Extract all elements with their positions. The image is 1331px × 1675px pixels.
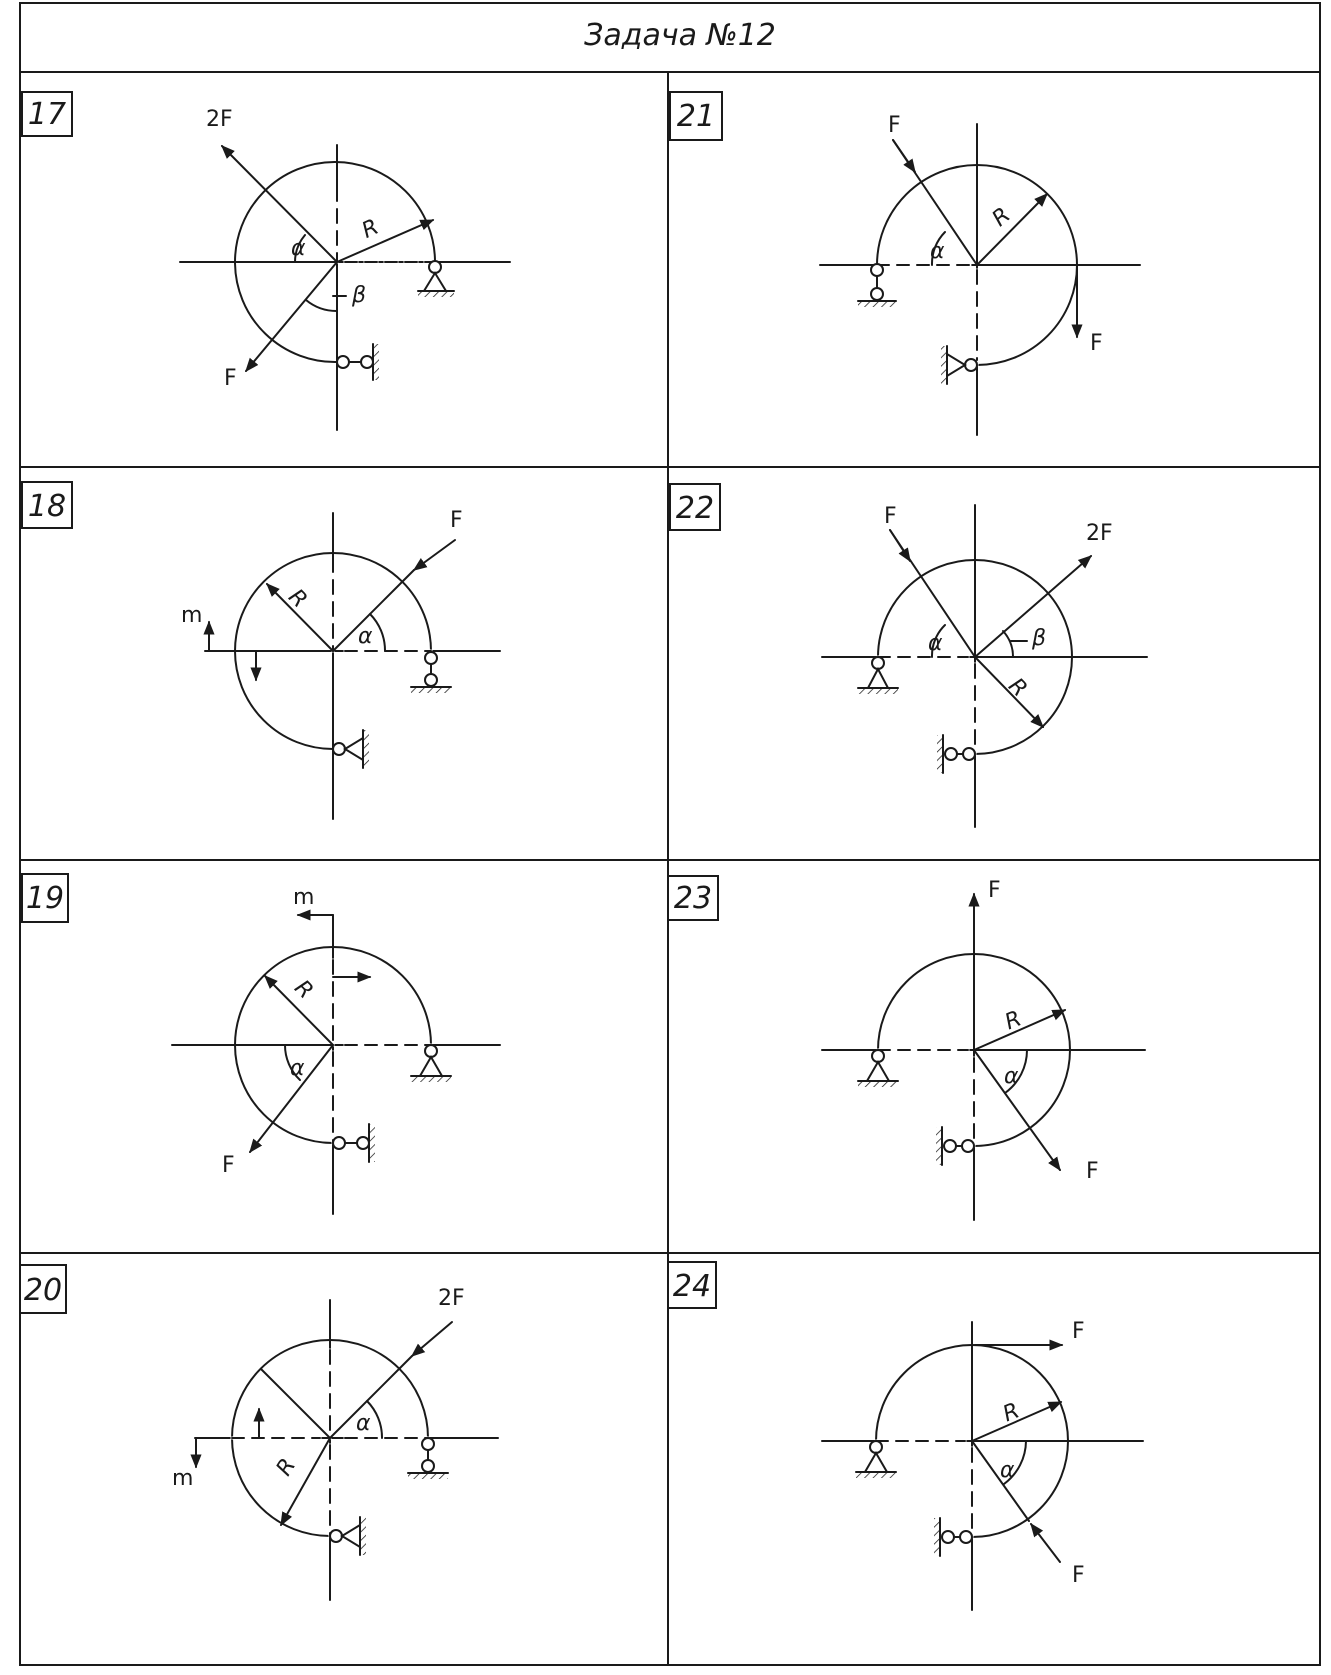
radius-arrow: [977, 194, 1047, 265]
panel-20-diagram: [172, 1286, 498, 1600]
radius-label: R: [987, 202, 1016, 232]
panel-number-18: [22, 482, 72, 528]
force-2f-arrow: [412, 1322, 452, 1356]
panel-number-text: 24: [672, 1269, 712, 1304]
roller-pin: [422, 1438, 434, 1450]
panel-23-diagram: [822, 878, 1145, 1220]
radius-arrow: [281, 1438, 330, 1525]
radius-label: R: [358, 214, 383, 244]
roller-pin: [960, 1531, 972, 1543]
roller-pin: [333, 1137, 345, 1149]
angle-label: α: [1004, 1064, 1019, 1089]
panel-number-24: [668, 1262, 716, 1308]
force-label: F: [222, 1153, 235, 1178]
moment-label: m: [293, 885, 315, 910]
force-f-arrow: [893, 140, 915, 172]
radius-line: [261, 1369, 330, 1438]
roller-pin: [963, 748, 975, 760]
panel-22-diagram: [822, 504, 1147, 827]
force-label: F: [224, 366, 237, 391]
force-label: 2F: [1086, 521, 1113, 546]
force-label: F: [1090, 331, 1103, 356]
roller-pin: [425, 652, 437, 664]
force-f-arrow: [246, 262, 337, 371]
panel-19-diagram: [172, 885, 500, 1214]
radius-label: R: [999, 1398, 1024, 1428]
angle-label: α: [1000, 1458, 1015, 1483]
angle-label: α: [290, 1056, 305, 1081]
angle-label: α: [291, 236, 306, 261]
moment-label: m: [172, 1466, 194, 1491]
angle-label: α: [928, 631, 943, 656]
panel-number-21: [670, 92, 722, 140]
radius-label: R: [1003, 673, 1032, 703]
radius-arrow: [337, 220, 433, 262]
panel-number-text: 23: [673, 881, 713, 916]
panel-number-text: 20: [23, 1273, 63, 1308]
angle-beta-arc: [306, 300, 337, 311]
force-f-arrow: [414, 540, 455, 570]
panel-number-text: 21: [676, 99, 716, 134]
roller-pin: [337, 356, 349, 368]
force-label: 2F: [206, 107, 233, 132]
angle-label: α: [356, 1411, 371, 1436]
panel-18-diagram: [181, 508, 500, 819]
roller-pin: [871, 264, 883, 276]
force-f-arrow: [890, 530, 910, 561]
force-label: F: [988, 878, 1001, 903]
force-label: F: [888, 113, 901, 138]
panel-number-text: 19: [25, 881, 65, 916]
panel-number-20: [20, 1265, 66, 1313]
angle-label: α: [930, 239, 945, 264]
force-label: F: [450, 508, 463, 533]
roller-pin: [962, 1140, 974, 1152]
radius-label: R: [289, 975, 318, 1005]
angle-label: β: [1032, 626, 1047, 651]
force-label: F: [1072, 1563, 1085, 1588]
panel-number-17: [22, 92, 72, 136]
panel-number-22: [670, 484, 720, 530]
force-f-arrow: [1031, 1524, 1060, 1562]
panel-24-diagram: [822, 1319, 1143, 1610]
radius-label: R: [271, 1454, 302, 1481]
panel-17-diagram: [180, 107, 510, 430]
panel-number-23: [668, 876, 718, 920]
angle-beta-arc: [1003, 631, 1013, 657]
panel-number-19: [22, 874, 68, 922]
force-label: 2F: [438, 1286, 465, 1311]
force-label: F: [1072, 1319, 1085, 1344]
radius-label: R: [1001, 1006, 1026, 1036]
angle-label: β: [352, 283, 367, 308]
pin-support-icon: [424, 273, 446, 291]
sheet-frame: [20, 3, 1320, 1665]
panel-number-text: 18: [27, 489, 67, 524]
panel-number-text: 17: [27, 97, 67, 132]
moment-label: m: [181, 603, 203, 628]
panel-number-text: 22: [675, 491, 715, 526]
angle-label: α: [358, 624, 373, 649]
panel-21-diagram: [820, 113, 1140, 435]
radius-label: R: [283, 584, 312, 614]
page-title: Задача №12: [584, 18, 776, 53]
force-label: F: [1086, 1159, 1099, 1184]
force-label: F: [884, 504, 897, 529]
